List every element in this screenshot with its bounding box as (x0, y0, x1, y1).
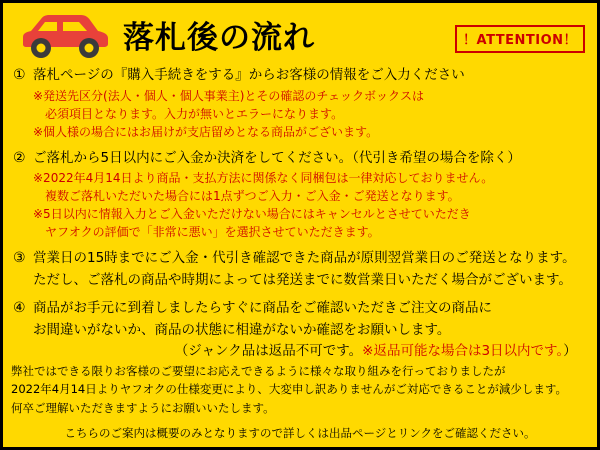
list-item (13, 248, 587, 291)
item-note: 複数ご落札いただいた場合には1点ずつご入力・ご入金・ご発送となります。 (33, 189, 460, 204)
car-icon (13, 10, 117, 62)
item-text: 商品がお手元に到着しましたらすぐに商品をご確認いただきご注文の商品に (33, 299, 492, 316)
item-note: ヤフオクの評価で「非常に悪い」を選択させていただきます。 (33, 225, 380, 240)
attention-badge: ！ATTENTION！ (455, 25, 585, 53)
list-item (13, 65, 587, 141)
item-text: 営業日の15時までにご入金・代引き確認できた商品が原則翌営業日のご発送となります。 (33, 250, 576, 267)
return-policy-highlight: ※返品可能な場合は3日以内です。 (362, 342, 564, 359)
item-continuation: ただし、ご落札の商品や時期によっては発送までに数営業日いただく場合がございます。 (33, 272, 572, 289)
item-number: ① (13, 67, 26, 83)
list-item (13, 148, 587, 242)
return-suffix: ） (563, 342, 577, 359)
item-continuation-return (13, 341, 587, 362)
return-prefix: （ジャンク品は返品不可です。 (33, 342, 363, 359)
footer-line: 2022年4月14日よりヤフオクの仕様変更により、大変申し訳ありませんがご対応できることが減少します。 (11, 382, 567, 397)
footer-note: こちらのご案内は概要のみとなりますので詳しくは出品ページとリンクをご確認ください。 (64, 426, 536, 440)
item-note: ※2022年4月14日より商品・支払方法に関係なく同梱包は一律対応しておりません。 (33, 171, 494, 186)
item-number: ② (13, 149, 26, 166)
item-text: ご落札から5日以内にご入金か決済をしてください。（代引き希望の場合を除く） (33, 149, 521, 166)
footer-line: 弊社ではできる限りお客様のご要望にお応えできるように様々な取り組みを行っておりましたが (11, 363, 506, 378)
item-continuation: お間違いがないか、商品の状態に相違がないか確認をお願いします。 (33, 321, 451, 338)
item-text: 落札ページの『購入手続きをする』からお客様の情報をご入力ください (33, 67, 465, 83)
page-title: 落札後の流れ (123, 19, 315, 56)
header (3, 3, 597, 65)
item-note: ※5日以内に情報入力とご入金いただけない場合にはキャンセルとさせていただき (33, 207, 471, 222)
list-item (13, 298, 587, 362)
footer-line: 何卒ご理解いただきますようにお願いいたします。 (11, 400, 275, 415)
item-number: ③ (13, 250, 26, 267)
item-note: ※個人様の場合にはお届けが支店留めとなる商品がございます。 (33, 124, 379, 139)
footer-text (3, 362, 597, 417)
item-note: 必須項目となります。入力が無いとエラーになります。 (33, 106, 344, 121)
item-number: ④ (13, 299, 26, 316)
item-note: ※発送先区分(法人・個人・個人事業主)とその確認のチェックボックスは (33, 88, 424, 103)
